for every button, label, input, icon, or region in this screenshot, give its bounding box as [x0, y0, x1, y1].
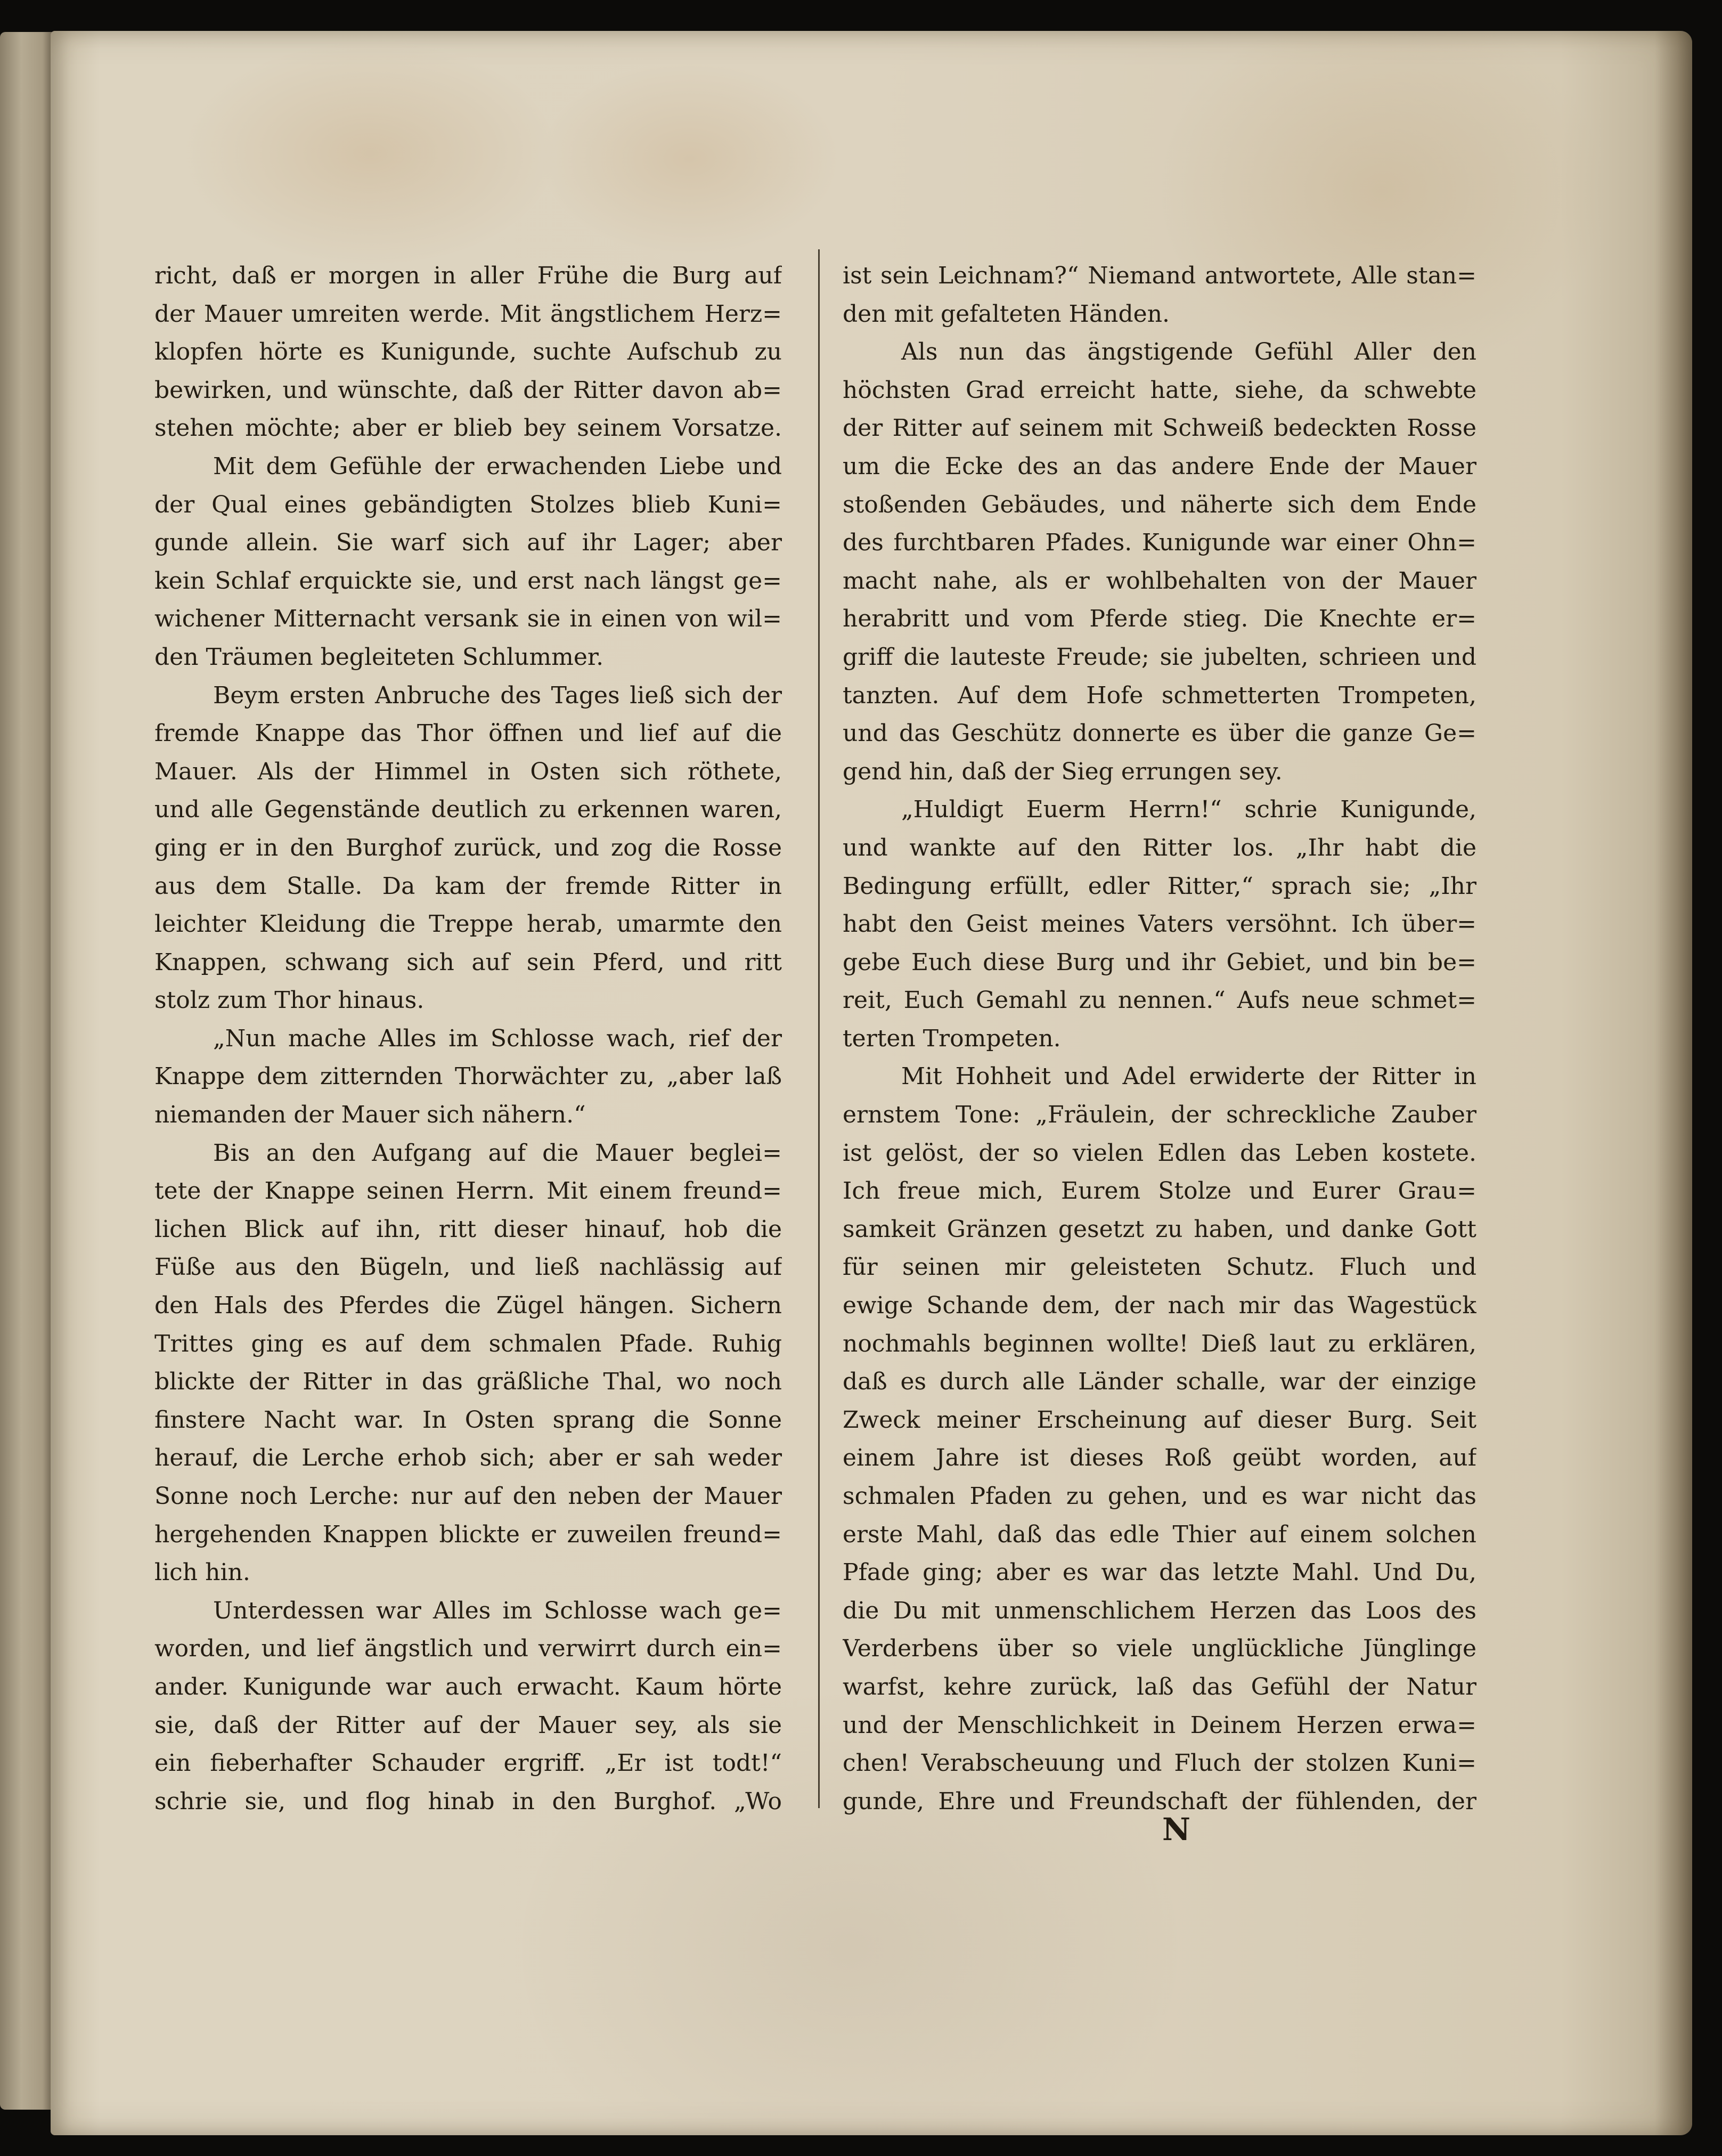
text-line: ging er in den Burghof zurück, und zog die Rosse [154, 834, 782, 861]
text-line: tete der Knappe seinen Herrn. Mit einem freund= [154, 1177, 782, 1205]
text-line: Mit dem Gefühle der erwachenden Liebe und [213, 452, 782, 480]
text-line: fremde Knappe das Thor öffnen und lief auf die [154, 720, 782, 747]
text-line: richt, daß er morgen in aller Frühe die Burg auf [154, 262, 782, 289]
text-line: des furchtbaren Pfades. Kunigunde war einer Ohn= [843, 529, 1476, 557]
text-line: reit, Euch Gemahl zu nennen.“ Aufs neue schmet= [843, 987, 1476, 1014]
text-line: Bis an den Aufgang auf die Mauer beglei= [213, 1139, 782, 1167]
text-line: habt den Geist meines Vaters versöhnt. Ich über= [843, 910, 1476, 938]
text-line: worden, und lief ängstlich und verwirrt durch ein= [154, 1635, 782, 1663]
text-line: stehen möchte; aber er blieb bey seinem Vorsatze. [154, 414, 782, 442]
text-line: Mit Hohheit und Adel erwiderte der Ritter in [901, 1063, 1476, 1091]
text-line: stoßenden Gebäudes, und näherte sich dem Ende [843, 491, 1476, 518]
text-line: daß es durch alle Länder schalle, war der einzige [843, 1368, 1476, 1396]
text-line: die Du mit unmenschlichem Herzen das Loos des [843, 1597, 1476, 1624]
text-line: Verderbens über so viele unglückliche Jünglinge [843, 1635, 1476, 1663]
text-line: finstere Nacht war. In Osten sprang die Sonne [154, 1406, 782, 1434]
text-line: stolz zum Thor hinaus. [154, 987, 425, 1014]
text-line: macht nahe, als er wohlbehalten von der Mauer [843, 567, 1476, 595]
text-line: um die Ecke des an das andere Ende der Mauer [843, 452, 1476, 480]
text-line: ist sein Leichnam?“ Niemand antwortete, Alle stan= [843, 262, 1476, 289]
text-line: einem Jahre ist dieses Roß geübt worden, auf [843, 1444, 1476, 1472]
text-line: kein Schlaf erquickte sie, und erst nach längst ge= [154, 567, 782, 595]
text-line: Trittes ging es auf dem schmalen Pfade. Ruhig [154, 1330, 782, 1357]
text-line: „Huldigt Euerm Herrn!“ schrie Kunigunde, [901, 796, 1476, 824]
text-line: griff die lauteste Freude; sie jubelten, schrieen und [843, 643, 1476, 671]
text-line: ein fieberhafter Schauder ergriff. „Er ist todt!“ [154, 1750, 782, 1777]
text-line: Sonne noch Lerche: nur auf den neben der Mauer [154, 1483, 782, 1510]
text-line: wichener Mitternacht versank sie in einen von wil= [154, 605, 782, 633]
text-line: der Qual eines gebändigten Stolzes blieb Kuni= [154, 491, 782, 518]
text-line: und der Menschlichkeit in Deinem Herzen erwa= [843, 1711, 1476, 1739]
text-line: für seinen mir geleisteten Schutz. Fluch und [843, 1254, 1476, 1281]
text-line: Mauer. Als der Himmel in Osten sich röthete, [154, 758, 782, 785]
text-line: ist gelöst, der so vielen Edlen das Leben kostete. [843, 1139, 1476, 1167]
text-line: gebe Euch diese Burg und ihr Gebiet, und bin be= [843, 948, 1476, 976]
text-line: lich hin. [154, 1559, 250, 1587]
text-line: Zweck meiner Erscheinung auf dieser Burg. Seit [843, 1406, 1476, 1434]
page-curl-shadow [1655, 31, 1692, 2135]
previous-page-edge [0, 32, 53, 2110]
text-line: bewirken, und wünschte, daß der Ritter davon ab= [154, 376, 782, 404]
text-line: sie, daß der Ritter auf der Mauer sey, als sie [154, 1711, 782, 1739]
text-line: Als nun das ängstigende Gefühl Aller den [901, 338, 1476, 366]
text-line: den mit gefalteten Händen. [843, 300, 1170, 328]
text-line: warfst, kehre zurück, laß das Gefühl der Natur [843, 1673, 1476, 1701]
text-line: herabritt und vom Pferde stieg. Die Knechte er= [843, 605, 1476, 633]
text-line: hergehenden Knappen blickte er zuweilen freund= [154, 1520, 782, 1548]
text-line: gunde, Ehre und Freundschaft der fühlenden, der [843, 1787, 1476, 1815]
text-line: lichen Blick auf ihn, ritt dieser hinauf, hob die [154, 1215, 782, 1243]
text-line: Beym ersten Anbruche des Tages ließ sich der [213, 681, 782, 709]
text-line: nochmahls beginnen wollte! Dieß laut zu erklären, [843, 1330, 1476, 1357]
text-line: Unterdessen war Alles im Schlosse wach ge= [213, 1597, 782, 1624]
text-line: „Nun mache Alles im Schlosse wach, rief der [213, 1024, 782, 1052]
text-line: klopfen hörte es Kunigunde, suchte Aufschub zu [154, 338, 782, 366]
text-line: Ich freue mich, Eurem Stolze und Eurer Grau= [843, 1177, 1476, 1205]
text-line: höchsten Grad erreicht hatte, siehe, da schwebte [843, 376, 1476, 404]
text-line: den Träumen begleiteten Schlummer. [154, 643, 604, 671]
text-line: Bedingung erfüllt, edler Ritter,“ sprach sie; „Ihr [843, 872, 1476, 900]
text-line: der Mauer umreiten werde. Mit ängstlichem Herz= [154, 300, 782, 328]
text-line: den Hals des Pferdes die Zügel hängen. Sichern [154, 1292, 782, 1320]
text-line: samkeit Gränzen gesetzt zu haben, und danke Gott [843, 1215, 1476, 1243]
text-line: aus dem Stalle. Da kam der fremde Ritter in [154, 872, 782, 900]
text-line: blickte der Ritter in das gräßliche Thal, wo noch [154, 1368, 782, 1396]
text-line: Knappen, schwang sich auf sein Pferd, und ritt [154, 948, 782, 976]
catchword-signature: N [1162, 1811, 1191, 1848]
text-line: und alle Gegenstände deutlich zu erkennen waren, [154, 796, 782, 824]
text-line: leichter Kleidung die Treppe herab, umarmte den [154, 910, 782, 938]
text-line: herauf, die Lerche erhob sich; aber er sah weder [154, 1444, 782, 1472]
text-line: terten Trompeten. [843, 1024, 1061, 1052]
left-text-column [154, 257, 782, 1820]
text-line: schmalen Pfaden zu gehen, und es war nicht das [843, 1483, 1476, 1510]
column-divider-rule [818, 249, 820, 1808]
text-line: ander. Kunigunde war auch erwacht. Kaum hörte [154, 1673, 782, 1701]
text-line: erste Mahl, daß das edle Thier auf einem solchen [843, 1520, 1476, 1548]
text-line: und wankte auf den Ritter los. „Ihr habt die [843, 834, 1476, 861]
text-line: chen! Verabscheuung und Fluch der stolzen Kuni= [843, 1750, 1476, 1777]
text-line: Knappe dem zitternden Thorwächter zu, „aber laß [154, 1063, 782, 1091]
text-line: der Ritter auf seinem mit Schweiß bedeckten Rosse [843, 414, 1476, 442]
text-line: gend hin, daß der Sieg errungen sey. [843, 758, 1283, 785]
text-line: schrie sie, und flog hinab in den Burghof. „Wo [154, 1787, 782, 1815]
text-line: Pfade ging; aber es war das letzte Mahl. Und Du, [843, 1559, 1476, 1587]
text-line: gunde allein. Sie warf sich auf ihr Lager; aber [154, 529, 782, 557]
text-line: ernstem Tone: „Fräulein, der schreckliche Zauber [843, 1101, 1476, 1129]
text-line: Füße aus den Bügeln, und ließ nachlässig auf [154, 1254, 782, 1281]
right-text-column [843, 257, 1476, 1820]
text-line: niemanden der Mauer sich nähern.“ [154, 1101, 586, 1129]
text-line: und das Geschütz donnerte es über die ganze Ge= [843, 720, 1476, 747]
text-line: tanzten. Auf dem Hofe schmetterten Trompeten, [843, 681, 1476, 709]
text-line: ewige Schande dem, der nach mir das Wagestück [843, 1292, 1476, 1320]
